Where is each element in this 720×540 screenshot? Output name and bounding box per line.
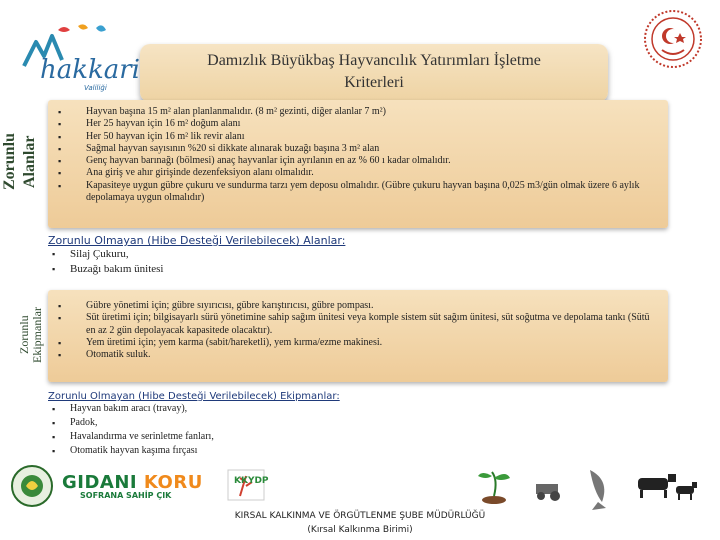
- tractor-icon: [536, 484, 560, 501]
- list-item: ▪ Padok,: [48, 416, 648, 430]
- side-label-zorunlu-ekipmanlar: Zorunlu Ekipmanlar: [17, 307, 44, 363]
- goat-icon: [676, 482, 697, 500]
- list-item: ▪ Yem üretimi için; yem karma (sabit/hareketli), yem kırma/ezme makinesi.: [56, 337, 658, 349]
- list-item: ▪ Kapasiteye uygun gübre çukuru ve sundurma tarzı yem deposu olmalıdır. (Gübre çukuru hayvan başına 0,025 m3/gün olmak üzere 6 aylık depolamaya uygun olmalıdır): [56, 180, 658, 205]
- optional-equipment-section: [48, 391, 648, 458]
- section-title: Zorunlu Olmayan (Hibe Desteği Verilebilecek) Ekipmanlar:: [48, 391, 340, 402]
- ministry-emblem-icon: [640, 6, 706, 76]
- list-item: ▪ Her 25 hayvan için 16 m² doğum alanı: [56, 118, 658, 130]
- svg-text:Valiliği: Valiliği: [84, 84, 107, 92]
- list-item: ▪ Sağmal hayvan sayısının %20 si dikkate alınarak buzağı başına 3 m² alan: [56, 143, 658, 155]
- sprout-icon: [478, 472, 510, 504]
- gidani-koru-logo: GIDANI KORU: [62, 472, 203, 493]
- required-equipment-panel: [48, 290, 668, 382]
- page-title: [140, 44, 608, 102]
- list-item: ▪ Hayvan bakım aracı (travay),: [48, 402, 648, 416]
- list-item: ▪ Her 50 hayvan için 16 m² lik revir alanı: [56, 131, 658, 143]
- optional-areas-section: [48, 234, 648, 277]
- list-item: ▪ Otomatik suluk.: [56, 349, 658, 361]
- list-item: ▪ Buzağı bakım ünitesi: [48, 262, 648, 277]
- svg-text:hakkari: hakkari: [40, 55, 141, 85]
- list-item: ▪ Otomatik hayvan kaşıma fırçası: [48, 444, 648, 458]
- list-item: ▪ Gübre yönetimi için; gübre sıyırıcısı, gübre karıştırıcısı, gübre pompası.: [56, 300, 658, 312]
- list-item: ▪ Silaj Çukuru,: [48, 247, 648, 262]
- gidani-koru-tagline: SOFRANA SAHİP ÇIK: [80, 491, 172, 500]
- list-item: ▪ Hayvan başına 15 m² alan planlanmalıdır. (8 m² gezinti, diğer alanlar 7 m²): [56, 106, 658, 118]
- kkydp-logo: KKYDP: [234, 476, 269, 486]
- list-item: ▪ Havalandırma ve serinletme fanları,: [48, 430, 648, 444]
- seal-icon: [12, 466, 52, 506]
- required-areas-panel: [48, 100, 668, 228]
- title-line-2: Kriterleri: [344, 74, 404, 91]
- list-item: ▪ Genç hayvan barınağı (bölmesi) anaç hayvanlar için ayrılanın en az % 60 ı kadar olmalıdır.: [56, 155, 658, 167]
- side-label-zorunlu-alanlar: Zorunlu Alanlar: [1, 133, 38, 191]
- footer-unit: (Kırsal Kalkınma Birimi): [307, 525, 413, 535]
- list-item: ▪ Ana giriş ve ahır girişinde dezenfeksiyon alanı olmalıdır.: [56, 167, 658, 179]
- fish-icon: [590, 470, 606, 510]
- cow-icon: [638, 474, 676, 498]
- list-item: ▪ Süt üretimi için; bilgisayarlı sürü yönetimine sahip sağım ünitesi veya komple sistem süt sağım ünitesi, süt soğutma ve depolama tankı (Sütü en az 2 gün depolayacak kapasitede olacaktır).: [56, 312, 658, 337]
- title-line-1: Damızlık Büyükbaş Hayvancılık Yatırımları İşletme: [207, 52, 541, 69]
- footer-department: KIRSAL KALKINMA VE ÖRGÜTLENME ŞUBE MÜDÜRLÜĞÜ: [234, 511, 486, 521]
- hakkari-logo: [18, 22, 148, 92]
- section-title: Zorunlu Olmayan (Hibe Desteği Verilebilecek) Alanlar:: [48, 234, 346, 247]
